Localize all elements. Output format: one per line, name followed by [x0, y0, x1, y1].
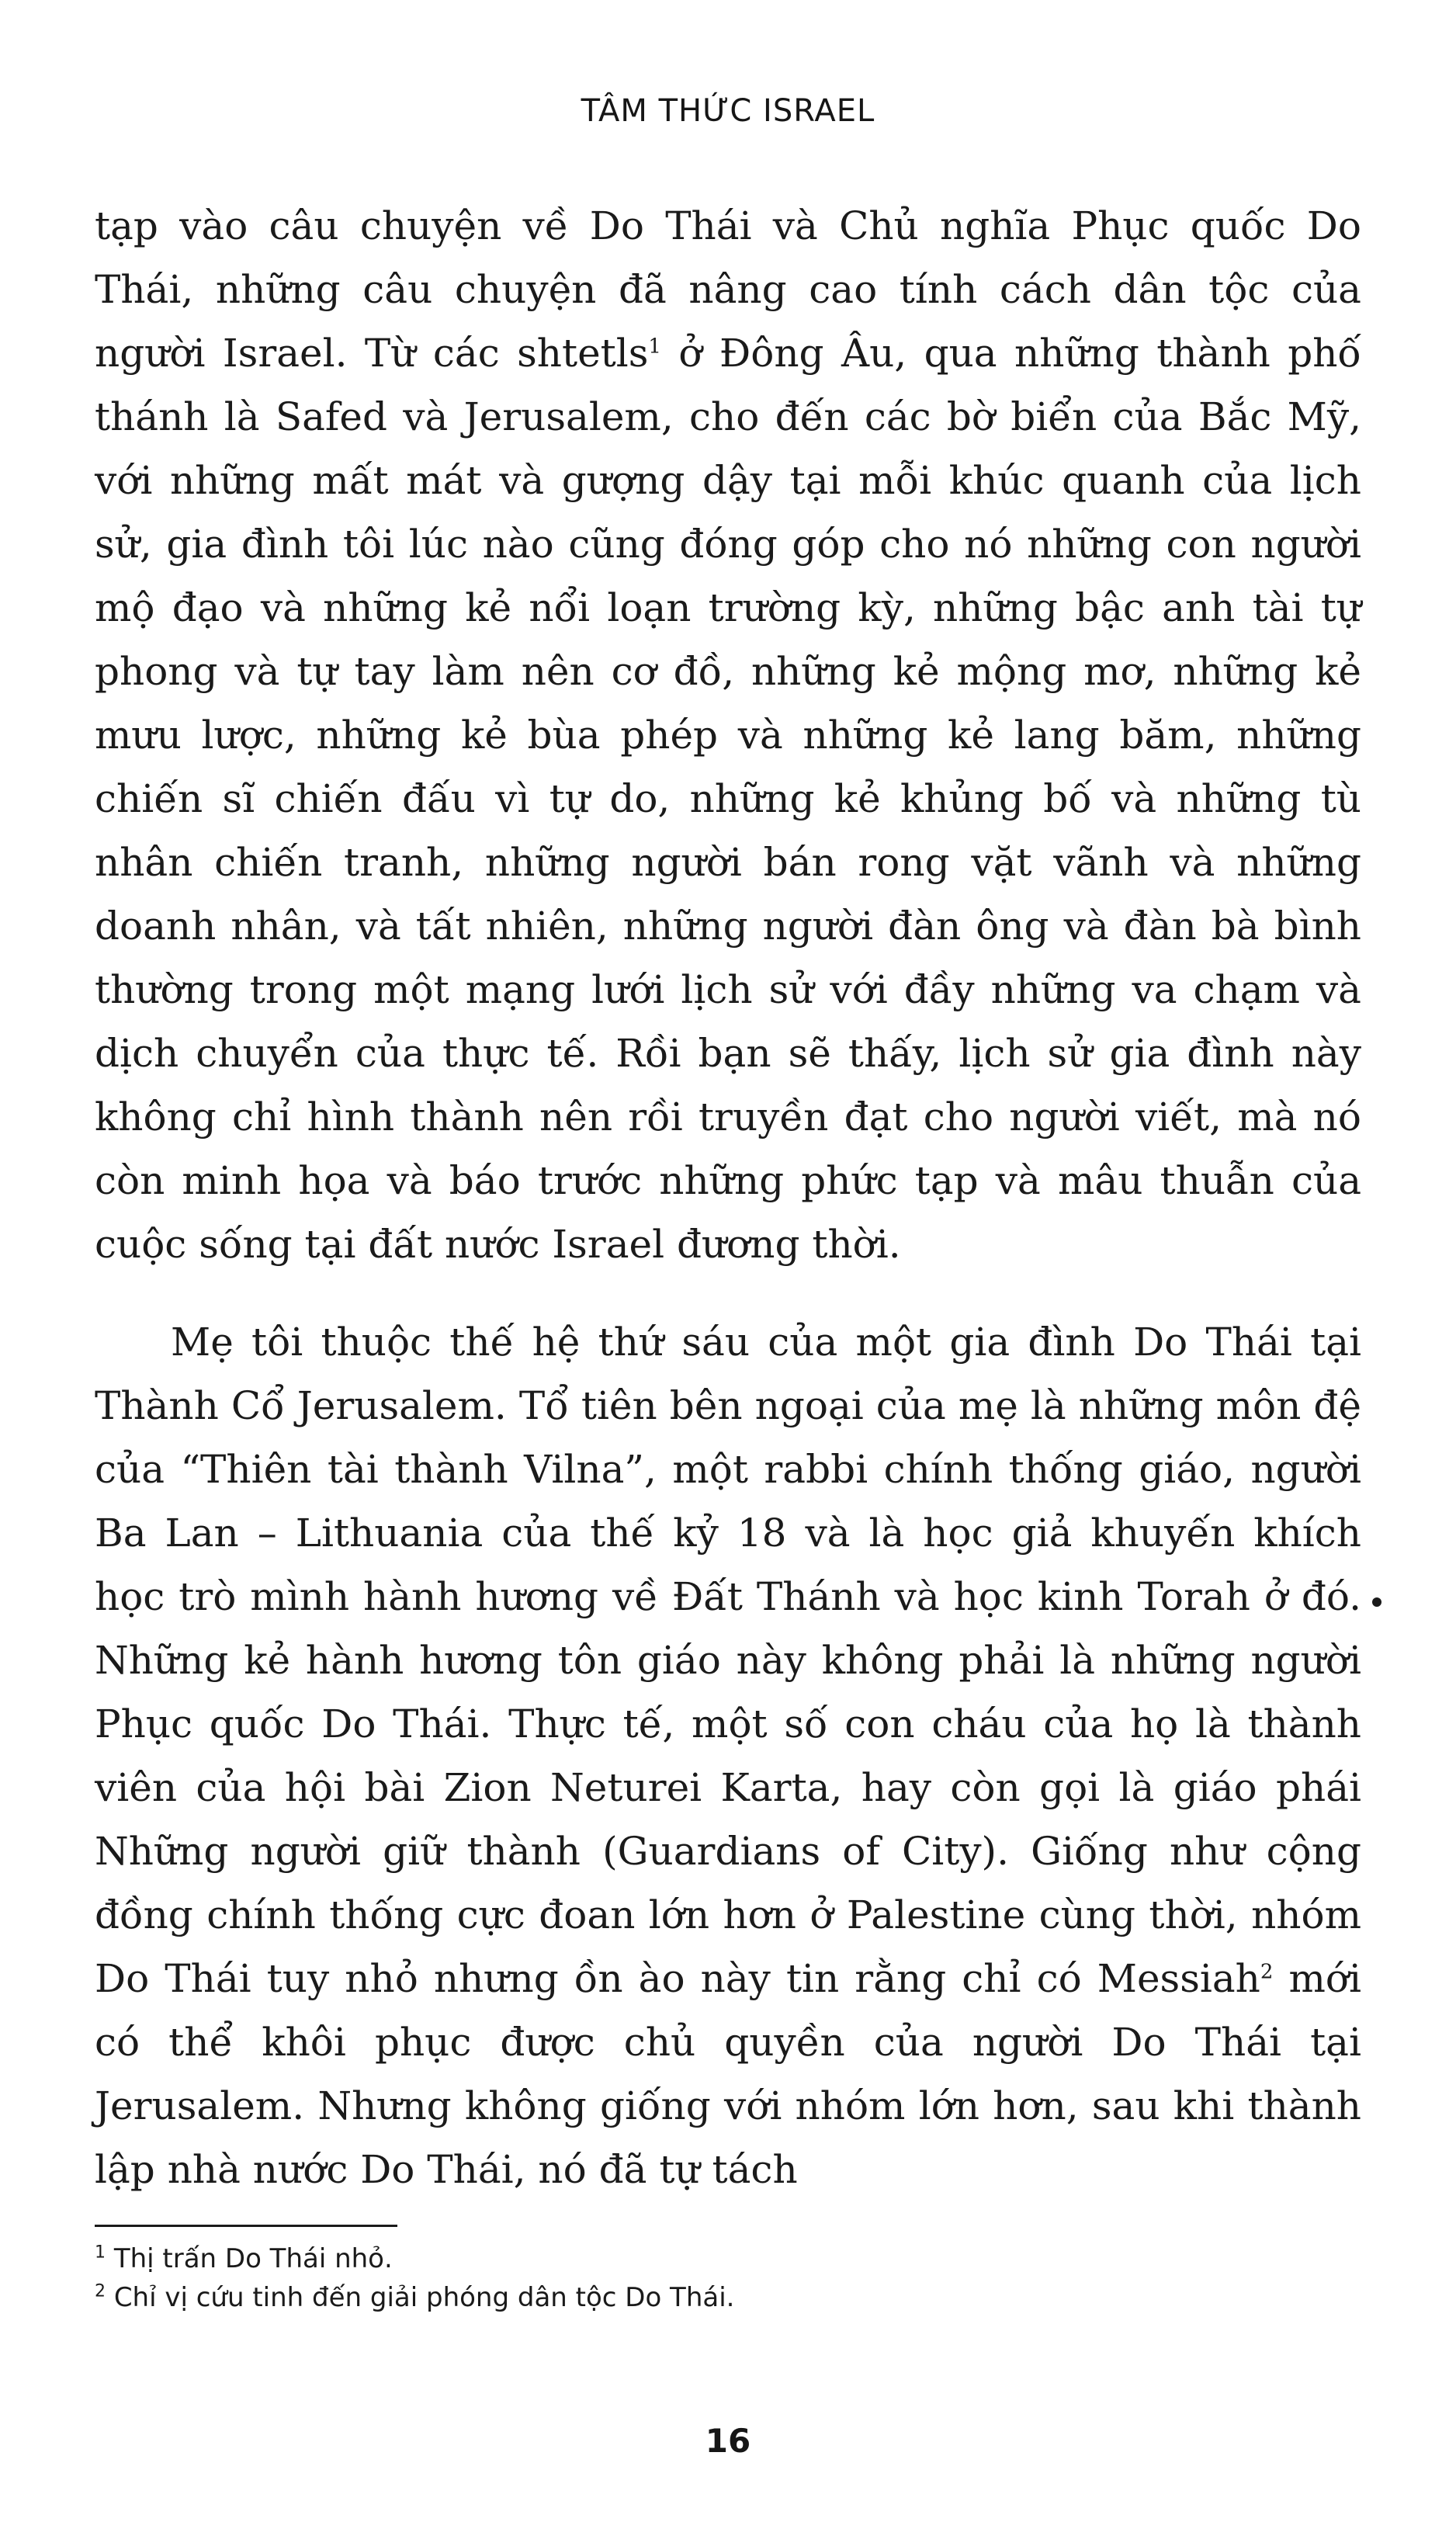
- paragraph-1: [95, 194, 1361, 1276]
- footnote-ref-2: 2: [1260, 1960, 1274, 1984]
- footnotes: [95, 2239, 1336, 2317]
- paragraph-1-text-a: tạp vào câu chuyện về Do Thái và Chủ nghĩa Phục quốc Do Thái, những câu chuyện đã nâng cao tính cách dân tộc của người Israel. Từ các shtetls: [95, 203, 1361, 376]
- page-number: 16: [705, 2422, 751, 2460]
- body-text: [95, 194, 1361, 2201]
- paragraph-2-text-a: Mẹ tôi thuộc thế hệ thứ sáu của một gia đình Do Thái tại Thành Cổ Jerusalem. Tổ tiên bên ngoại của mẹ là những môn đệ của “Thiên tài thành Vilna”, một rabbi chính thống giáo, người Ba Lan – Lithuania của thế kỷ 18 và là học giả khuyến khích học trò mình hành hương về Đất Thánh và học kinh Torah ở đó. Những kẻ hành hương tôn giáo này không phải là những người Phục quốc Do Thái. Thực tế, một số con cháu của họ là thành viên của hội bài Zion Neturei Karta, hay còn gọi là giáo phái Những người giữ thành (Guardians of City). Giống như cộng đồng chính thống cực đoan lớn hơn ở Palestine cùng thời, nhóm Do Thái tuy nhỏ nhưng ồn ào này tin rằng chỉ có Messiah: [95, 1320, 1361, 2001]
- footnote-text: Thị trấn Do Thái nhỏ.: [113, 2243, 393, 2274]
- running-head: TÂM THỨC ISRAEL: [581, 93, 875, 129]
- footnote-divider: [95, 2225, 397, 2227]
- footnote-text: Chỉ vị cứu tinh đến giải phóng dân tộc Do Thái.: [113, 2282, 735, 2313]
- footnote-ref-1: 1: [648, 335, 661, 359]
- footnote-1: [95, 2239, 1336, 2278]
- print-speck: [1372, 1597, 1381, 1607]
- footnote-number: 2: [95, 2281, 106, 2301]
- footnote-2: [95, 2278, 1336, 2317]
- paragraph-2-text-b: mới có thể khôi phục được chủ quyền của người Do Thái tại Jerusalem. Nhưng không giống với nhóm lớn hơn, sau khi thành lập nhà nước Do Thái, nó đã tự tách: [95, 1956, 1361, 2192]
- paragraph-2: [95, 1310, 1361, 2201]
- footnote-number: 1: [95, 2242, 106, 2263]
- paragraph-1-text-b: ở Đông Âu, qua những thành phố thánh là Safed và Jerusalem, cho đến các bờ biển của Bắc Mỹ, với những mất mát và gượng dậy tại mỗi khúc quanh của lịch sử, gia đình tôi lúc nào cũng đóng góp cho nó những con người mộ đạo và những kẻ nổi loạn trường kỳ, những bậc anh tài tự phong và tự tay làm nên cơ đồ, những kẻ mộng mơ, những kẻ mưu lược, những kẻ bùa phép và những kẻ lang băm, những chiến sĩ chiến đấu vì tự do, những kẻ khủng bố và những tù nhân chiến tranh, những người bán rong vặt vãnh và những doanh nhân, và tất nhiên, những người đàn ông và đàn bà bình thường trong một mạng lưới lịch sử với đầy những va chạm và dịch chuyển của thực tế. Rồi bạn sẽ thấy, lịch sử gia đình này không chỉ hình thành nên rồi truyền đạt cho người viết, mà nó còn minh họa và báo trước những phức tạp và mâu thuẫn của cuộc sống tại đất nước Israel đương thời.: [95, 331, 1361, 1267]
